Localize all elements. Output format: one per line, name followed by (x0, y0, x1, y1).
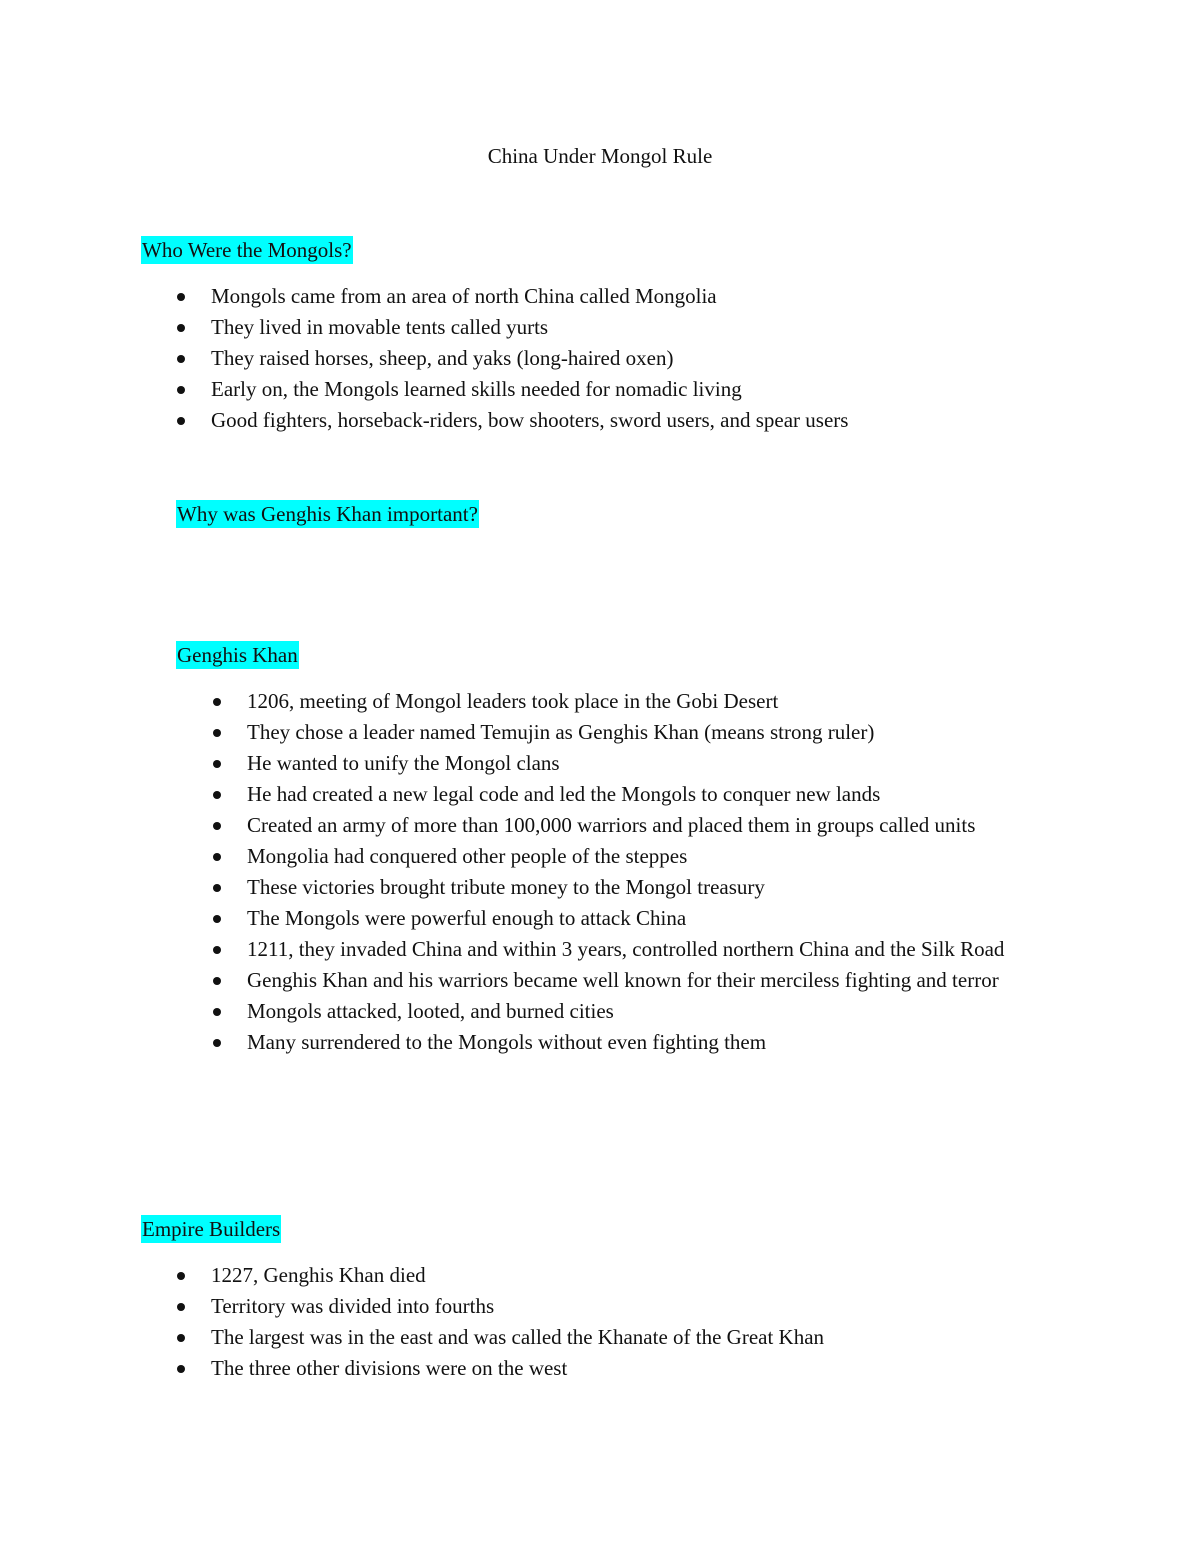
bullet-list-empire-builders (211, 1260, 1011, 1384)
list-item: He wanted to unify the Mongol clans (247, 748, 1047, 779)
list-item: They raised horses, sheep, and yaks (long-haired oxen) (211, 343, 1011, 374)
list-item: Many surrendered to the Mongols without even fighting them (247, 1027, 1047, 1058)
list-item: He had created a new legal code and led the Mongols to conquer new lands (247, 779, 1047, 810)
list-item: The Mongols were powerful enough to attack China (247, 903, 1047, 934)
list-item: The three other divisions were on the west (211, 1353, 1011, 1384)
list-item: The largest was in the east and was called the Khanate of the Great Khan (211, 1322, 1011, 1353)
list-item: Mongolia had conquered other people of the steppes (247, 841, 1047, 872)
section-heading-who-were-mongols: Who Were the Mongols? (142, 238, 352, 262)
document-title: China Under Mongol Rule (487, 144, 713, 168)
list-item: Created an army of more than 100,000 warriors and placed them in groups called units (247, 810, 1047, 841)
section-heading-genghis-khan: Genghis Khan (177, 643, 298, 667)
list-item: Mongols came from an area of north China called Mongolia (211, 281, 1011, 312)
list-item: 1211, they invaded China and within 3 years, controlled northern China and the Silk Road (247, 934, 1047, 965)
list-item: These victories brought tribute money to the Mongol treasury (247, 872, 1047, 903)
list-item: They lived in movable tents called yurts (211, 312, 1011, 343)
bullet-list-genghis-khan (247, 686, 1047, 1058)
list-item: Territory was divided into fourths (211, 1291, 1011, 1322)
section-heading-why-genghis-important: Why was Genghis Khan important? (177, 502, 478, 526)
list-item: Good fighters, horseback-riders, bow shooters, sword users, and spear users (211, 405, 1011, 436)
list-item: 1206, meeting of Mongol leaders took place in the Gobi Desert (247, 686, 1047, 717)
list-item: Genghis Khan and his warriors became well known for their merciless fighting and terror (247, 965, 1047, 996)
list-item: 1227, Genghis Khan died (211, 1260, 1011, 1291)
bullet-list-who-were-mongols (211, 281, 1011, 436)
section-heading-empire-builders: Empire Builders (142, 1217, 281, 1241)
list-item: Mongols attacked, looted, and burned cities (247, 996, 1047, 1027)
list-item: Early on, the Mongols learned skills needed for nomadic living (211, 374, 1011, 405)
list-item: They chose a leader named Temujin as Genghis Khan (means strong ruler) (247, 717, 1047, 748)
